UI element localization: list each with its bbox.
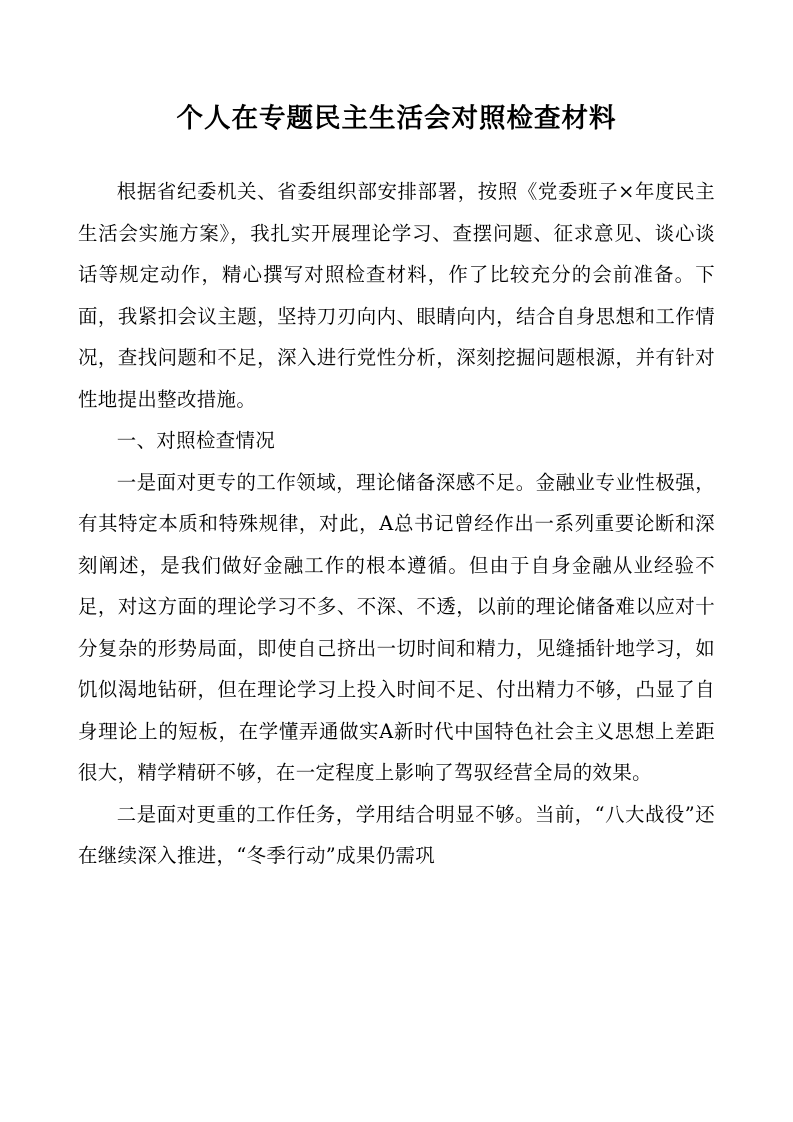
paragraph: 二是面对更重的工作任务，学用结合明显不够。当前，“八大战役”还在继续深入推进，“冬季行动”成果仍需巩 xyxy=(78,802,715,868)
section-heading: 一、对照检查情况 xyxy=(116,429,276,453)
page-title: 个人在专题民主生活会对照检查材料 xyxy=(176,103,617,134)
paragraph: 一是面对更专的工作领域，理论储备深感不足。金融业专业性极强，有其特定本质和特殊规律，对此，A总书记曾经作出一系列重要论断和深刻阐述，是我们做好金融工作的根本遵循。但由于自身金融从业经验不足，对这方面的理论学习不多、不深、不透，以前的理论储备难以应对十分复杂的形势局面，即使自己挤出一切时间和精力，见缝插针地学习，如饥似渴地钻研，但在理论学习上投入时间不足、付出精力不够，凸显了自身理论上的短板，在学懂弄通做实A新时代中国特色社会主义思想上差距很大，精学精研不够，在一定程度上影响了驾驭经营全局的效果。 xyxy=(78,470,715,785)
paragraph: 根据省纪委机关、省委组织部安排部署，按照《党委班子×年度民主生活会实施方案》，我扎实开展理论学习、查摆问题、征求意见、谈心谈话等规定动作，精心撰写对照检查材料，作了比较充分的会前准备。下面，我紧扣会议主题，坚持刀刃向内、眼睛向内，结合自身思想和工作情况，查找问题和不足，深入进行党性分析，深刻挖掘问题根源，并有针对性地提出整改措施。 xyxy=(78,180,715,411)
